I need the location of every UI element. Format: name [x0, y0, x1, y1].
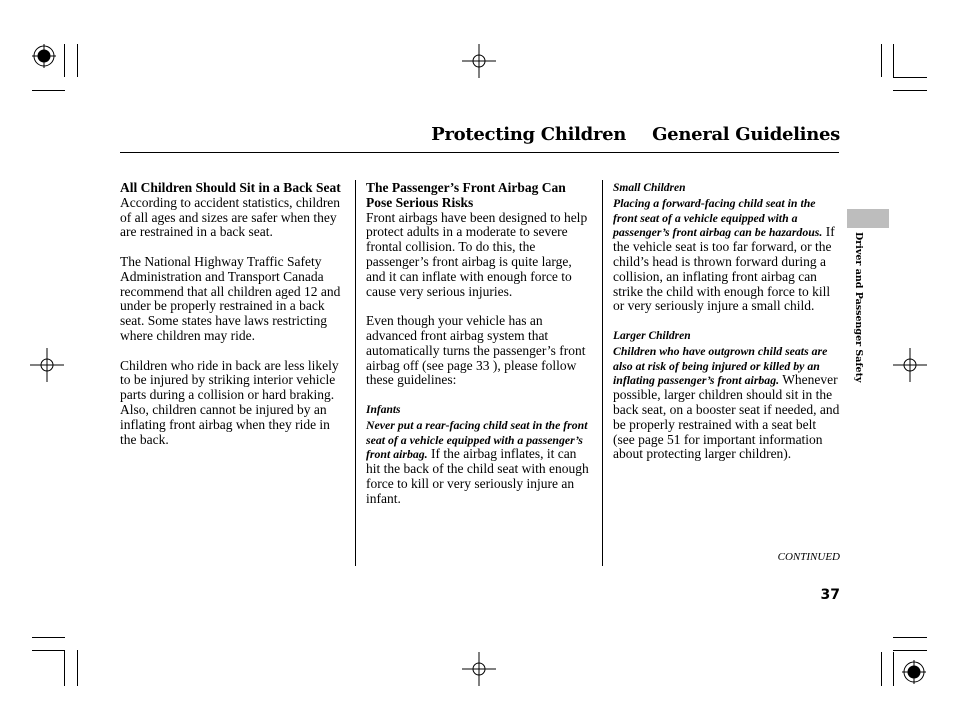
crop-mark — [893, 637, 927, 638]
paragraph: If the airbag inflates, it can hit the back of the child seat with enough force to kill or very seriously injure an infant. — [366, 446, 589, 506]
crop-mark — [32, 637, 65, 638]
paragraph: According to accident statistics, children of all ages and sizes are safer when they are restrained in a back seat. — [120, 194, 341, 240]
subheading: Larger Children — [613, 329, 691, 342]
subheading: Small Children — [613, 182, 686, 194]
paragraph: If the vehicle seat is too far forward, or the child’s head is thrown forward during a collision, an inflating front airbag can strike the child with enough force to kill or very seriously injure a small child. — [613, 224, 835, 314]
crop-mark — [893, 77, 927, 78]
column-divider — [602, 180, 603, 566]
registration-mark-icon — [902, 660, 926, 684]
header-rule — [120, 152, 839, 153]
crosshair-mark-icon — [893, 348, 927, 382]
registration-mark-icon — [32, 44, 56, 68]
paragraph: The National Highway Traffic Safety Administration and Transport Canada recommend that all children aged 12 and under be properly restrained in a back seat. Some states have laws restricting where children may ride. — [120, 253, 341, 343]
page-number: 37 — [820, 587, 840, 603]
crop-mark — [893, 90, 927, 91]
column-2 — [366, 181, 594, 521]
crop-mark — [893, 44, 894, 77]
paragraph: Whenever possible, larger children should sit in the back seat, on a booster seat if needed, and be properly restrained with a seat belt (see page 51 for important information about protecting larger children). — [613, 372, 840, 462]
chapter-tab — [847, 209, 889, 228]
section-heading: All Children Should Sit in a Back Seat — [120, 180, 341, 195]
topic-title: General Guidelines — [652, 124, 840, 145]
chapter-label: Driver and Passenger Safety — [853, 232, 864, 383]
crop-mark — [64, 650, 65, 686]
crop-mark — [32, 90, 65, 91]
continued-label: CONTINUED — [777, 551, 840, 563]
crosshair-mark-icon — [30, 348, 64, 382]
paragraph: Front airbags have been designed to help protect adults in a moderate to severe frontal collision. To do this, the passenger’s front airbag is quite large, and it can inflate with enough force to cause very serious injuries. — [366, 209, 588, 299]
crop-mark — [32, 650, 65, 651]
column-3 — [613, 181, 841, 477]
crop-mark — [881, 44, 882, 77]
column-1 — [120, 181, 348, 462]
paragraph: Children who ride in back are less likely to be injured by striking interior vehicle parts during a collision or hard braking. Also, children cannot be injured by an inflating front airbag when they ride in the back. — [120, 357, 339, 447]
warning-text: Placing a forward-facing child seat in the front seat of a vehicle equipped with a passenger’s front airbag can be hazardous. — [613, 195, 823, 240]
column-divider — [355, 180, 356, 566]
warning-text: Never put a rear-facing child seat in the front seat of a vehicle equipped with a passenger’s front airbag. — [366, 417, 588, 462]
crosshair-mark-icon — [462, 652, 496, 686]
crop-mark — [881, 652, 882, 686]
crosshair-mark-icon — [462, 44, 496, 78]
crop-mark — [893, 650, 927, 651]
crop-mark — [64, 44, 65, 77]
subheading: Infants — [366, 403, 401, 416]
crop-mark — [893, 652, 894, 686]
section-title: Protecting Children — [431, 124, 627, 145]
warning-text: Children who have outgrown child seats are also at risk of being injured or killed by an inflating passenger’s front airbag. — [613, 343, 828, 388]
crop-mark — [77, 650, 78, 686]
section-heading: The Passenger’s Front Airbag Can Pose Serious Risks — [366, 180, 566, 210]
page-header — [120, 124, 840, 150]
crop-mark — [77, 44, 78, 77]
paragraph: Even though your vehicle has an advanced front airbag system that automatically turns the passenger’s front airbag off (see page 33 ), please follow these guidelines: — [366, 313, 586, 388]
